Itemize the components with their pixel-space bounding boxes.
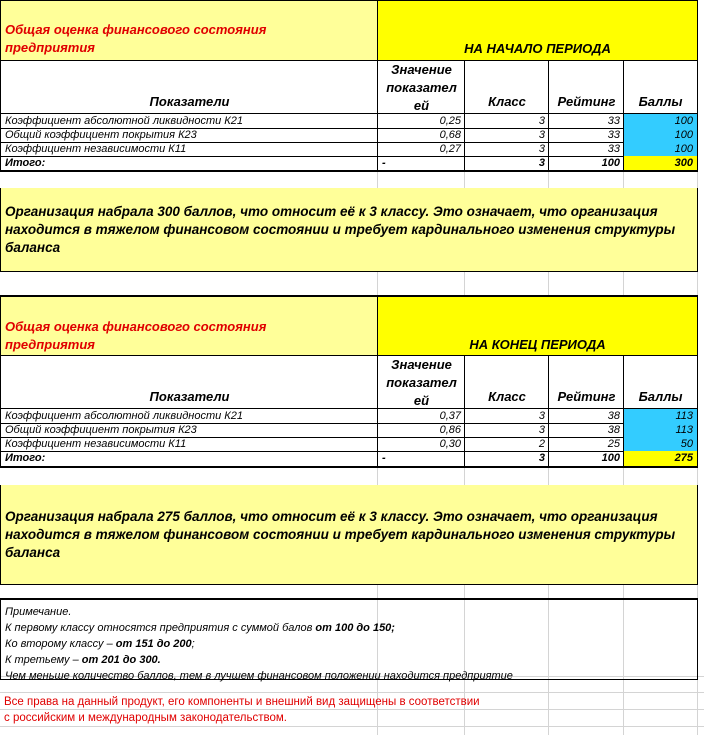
period-cell[interactable] [377, 295, 698, 355]
note-line-2: Ко второму классу – от 151 до 200; [5, 638, 195, 650]
title-cell[interactable] [0, 295, 378, 355]
header-rating[interactable]: Рейтинг [548, 355, 624, 409]
period-cell[interactable] [377, 0, 698, 60]
note-line-4: Чем меньше количество баллов, тем в лучшем финансовом положении находится предприятие [5, 670, 513, 682]
header-indicator[interactable]: Показатели [0, 60, 378, 114]
note-line-1: К первому классу относятся предприятия с суммой балов от 100 до 150; [5, 622, 395, 634]
note-line-3: К третьему – от 201 до 300. [5, 654, 161, 666]
conclusion-box[interactable] [0, 188, 698, 272]
block-title: Общая оценка финансового состояния предприятия [5, 319, 267, 352]
period-label: НА НАЧАЛО ПЕРИОДА [464, 41, 611, 56]
header-class[interactable]: Класс [464, 60, 549, 114]
block-title: Общая оценка финансового состояния предприятия [5, 22, 267, 55]
header-value[interactable]: Значение показател ей [377, 60, 465, 114]
header-value[interactable]: Значение показател ей [377, 355, 465, 409]
conclusion-text: Организация набрала 275 баллов, что относит её к 3 классу. Это означает, что организация находится в тяжелом финансовом состоянии и требует кардинального изменения структуры баланса [5, 509, 676, 560]
copyright-line-2: с российским и международным законодательством. [4, 712, 287, 724]
period-label: НА КОНЕЦ ПЕРИОДА [469, 337, 606, 352]
copyright-line-1: Все права на данный продукт, его компоненты и внешний вид защищены в соответствии [4, 696, 480, 708]
conclusion-text: Организация набрала 300 баллов, что относит её к 3 классу. Это означает, что организация находится в тяжелом финансовом состоянии и требует кардинального изменения структуры баланса [5, 204, 676, 255]
header-indicator[interactable]: Показатели [0, 355, 378, 409]
header-points[interactable]: Баллы [623, 355, 698, 409]
conclusion-box[interactable] [0, 485, 698, 585]
copyright-notice [0, 694, 620, 726]
header-points[interactable]: Баллы [623, 60, 698, 114]
title-cell[interactable] [0, 0, 378, 60]
header-class[interactable]: Класс [464, 355, 549, 409]
note-box[interactable] [0, 598, 698, 680]
note-heading: Примечание. [5, 606, 72, 618]
header-rating[interactable]: Рейтинг [548, 60, 624, 114]
